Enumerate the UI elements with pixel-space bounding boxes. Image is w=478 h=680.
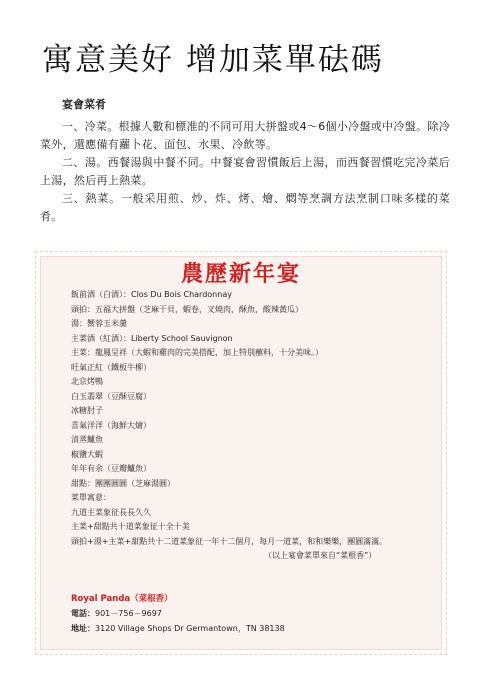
restaurant-phone [71, 606, 285, 621]
menu-line: 頭拍：五福大拼盤（芝麻干貝，蝦卷，叉燒肉，酥魚，酸辣黃瓜） [71, 304, 303, 314]
banquet-dishes-section [40, 97, 450, 226]
menu-line: 九道主菜象征長長久久 [71, 507, 151, 517]
menu-line: 甜點：團團圓圓（芝麻湯圓） [71, 478, 175, 488]
menu-line: 喜氣洋洋（海鮮大燴） [71, 420, 151, 430]
menu-line: 頭拍+湯+主菜+甜點共十二道菜象征一年十二個月，每月一道菜，和和樂樂，團圓滿滿。 [71, 536, 388, 546]
menu-line: 椒鹽大蝦 [71, 449, 103, 459]
menu-credit: （以上宴會菜單來自“菜根香”） [264, 551, 377, 560]
menu-line: 北京烤鴨 [71, 377, 103, 386]
paragraph-cold-dishes: 一、冷菜。根據人數和標准的不同可用大拼盤或4～6個小冷盤或中冷盤。除冷菜外，還應備有蘿卜花、面包、水果、冷飲等。 [40, 120, 450, 151]
menu-line: 主菜酒（紅酒）：Liberty School Sauvignon [71, 333, 233, 343]
paragraph-hot-dishes: 三、熱菜。一般采用煎、炒、炸、烤、燴、燜等烹調方法烹制口味多樣的菜肴。 [40, 192, 450, 223]
restaurant-info [71, 592, 285, 636]
menu-line: 飯前酒（白酒）：Clos Du Bois Chardonnay [71, 290, 232, 299]
menu-title: 農歷新年宴 [180, 262, 301, 287]
restaurant-name: Royal Panda（菜根香） [71, 594, 173, 604]
menu-line: 主菜+甜點共十道菜象征十全十美 [71, 522, 190, 531]
section-title: 宴會菜肴 [62, 98, 106, 111]
address-label: 地址： [71, 624, 95, 633]
menu-line: 旺氣正紅（鐵板牛柳） [71, 362, 151, 372]
menu-line: 湯：蟹蓉玉米羹 [71, 319, 127, 328]
menu-line: 白玉翡翠（豆酥豆腐） [71, 391, 151, 401]
menu-line: 年年有余（豆瓣鱸魚） [71, 464, 151, 473]
page-headline: 寓意美好 增加菜單砝碼 [42, 42, 384, 78]
menu-line: 冰糖肘子 [71, 406, 103, 415]
address-text: 3120 Village Shops Dr Germantown，TN 38138 [95, 624, 285, 633]
menu-line: 主菜：龍鳳呈祥（大蝦和雞肉的完美搭配，加上特別蘸料，十分美味。） [71, 348, 323, 357]
paragraph-soup: 二、湯。西餐湯與中餐不同。中餐宴會習慣飯后上湯，而西餐習慣吃完冷菜后上湯，然后再上熱菜。 [40, 156, 450, 187]
menu-line: 菜單寓意： [71, 493, 111, 502]
menu-card [40, 256, 442, 650]
menu-line: 清蒸鱸魚 [71, 435, 103, 444]
phone-label: 電話： [71, 609, 95, 618]
restaurant-address [71, 621, 285, 636]
phone-number: 901－756－9697 [95, 609, 162, 618]
menu-list [71, 288, 431, 564]
